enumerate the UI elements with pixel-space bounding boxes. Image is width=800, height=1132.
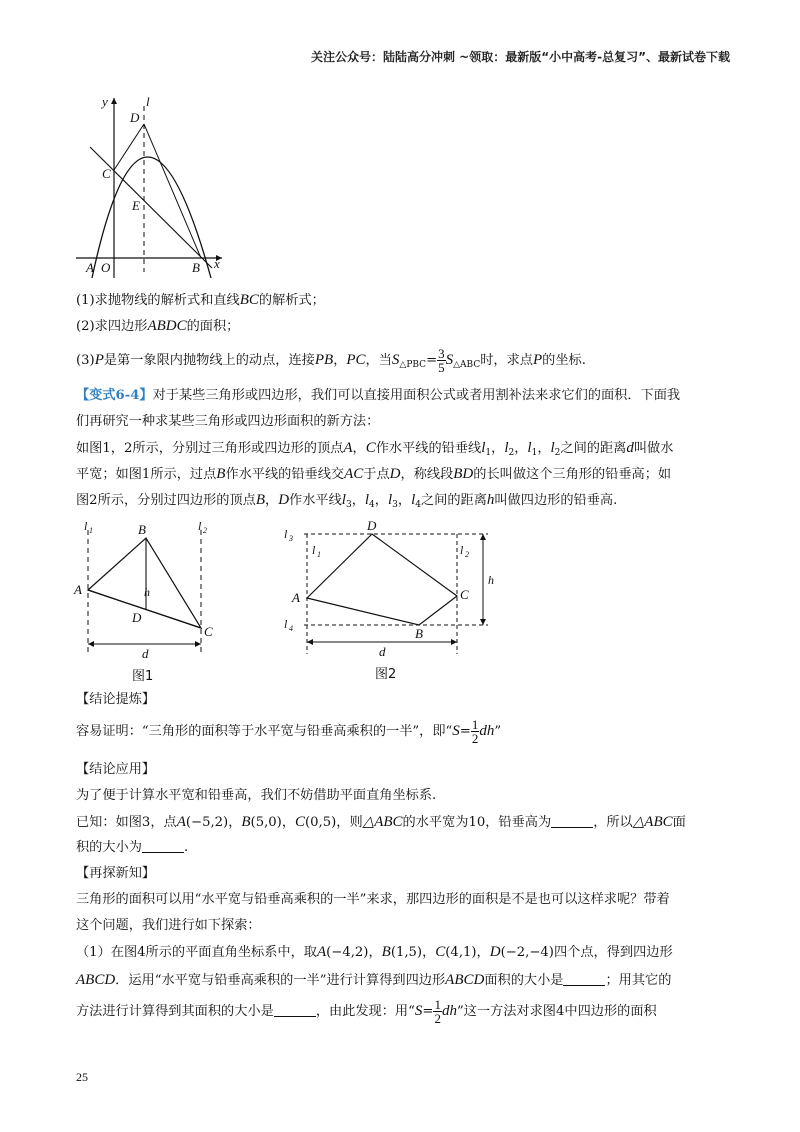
- page-header: 关注公众号：陆陆高分冲刺 ~领取：最新版“小中高考-总复习”、最新试卷下载: [311, 50, 730, 64]
- question-3: (3)P是第一象限内抛物线上的动点，连接PB，PC，当$S_{\triangle PBC}=$ $\frac{3}{5}$ $S_{\triangle ABC}$时，求点P的坐标.: [76, 346, 586, 375]
- variant-line-3: 如图1，2所示，分别过三角形或四边形的顶点A，C作水平线的铅垂线$l_1$，$l_2$，$l_1$，$l_2$之间的距离d叫做水: [76, 440, 674, 458]
- label-C: C: [102, 166, 111, 181]
- variant-line-5: 图2所示，分别过四边形的顶点B，D作水平线$l_3$，$l_4$，$l_3$，$l_4$之间的距离h叫做四边形的铅垂高.: [76, 492, 618, 510]
- figure-1: [70, 518, 230, 683]
- question-1: (1)求抛物线的解析式和直线BC的解析式；: [76, 292, 325, 308]
- label-A: A: [74, 582, 82, 597]
- label-E: E: [132, 198, 140, 213]
- label-O: O: [101, 260, 111, 275]
- answer-blank-quad-area[interactable]: [563, 985, 605, 986]
- explore-line-1: 三角形的面积可以用“水平宽与铅垂高乘积的一半”来求，那四边形的面积是不是也可以这样求呢？带着: [76, 892, 670, 907]
- svg-text:l: l: [460, 543, 464, 557]
- answer-blank-height[interactable]: [551, 827, 593, 828]
- svg-text:l: l: [84, 519, 88, 533]
- svg-text:4: 4: [289, 624, 293, 633]
- label-h: h: [488, 573, 494, 587]
- figure-2: [278, 516, 508, 684]
- parabola-figure: [72, 92, 232, 282]
- variant-line-1: 【变式6-4】对于某些三角形或四边形，我们可以直接用面积公式或者用割补法来求它们的面积．下面我: [76, 388, 681, 403]
- label-A: A: [86, 260, 94, 275]
- label-C: C: [460, 587, 469, 602]
- triangle-abc: [88, 538, 201, 628]
- explore-line-3: （1）在图4所示的平面直角坐标系中，取A(−4,2)，B(1,5)，C(4,1)，D(−2,−4)四个点，得到四边形: [76, 944, 673, 960]
- segment-db: [144, 124, 201, 258]
- svg-text:l: l: [284, 527, 288, 541]
- conclusion-title: 【结论提炼】: [76, 692, 156, 707]
- svg-text:l: l: [284, 617, 288, 631]
- figure-2-caption: 图2: [375, 667, 397, 682]
- label-A: A: [292, 590, 300, 605]
- segment-cd: [114, 124, 144, 170]
- label-D: D: [132, 610, 142, 625]
- variant-line-2: 们再研究一种求某些三角形或四边形面积的新方法：: [76, 414, 380, 429]
- explore-line-2: 这个问题，我们进行如下探索：: [76, 918, 261, 933]
- question-2: (2)求四边形ABDC的面积；: [76, 318, 240, 334]
- label-d: d: [379, 644, 386, 659]
- label-D: D: [367, 518, 377, 533]
- conclusion-text: 容易证明：“三角形的面积等于水平宽与铅垂高乘积的一半”，即“S= $\frac{1}{2}$ dh”: [76, 717, 502, 746]
- application-line-1: 为了便于计算水平宽和铅垂高，我们不妨借助平面直角坐标系.: [76, 788, 437, 803]
- svg-text:1: 1: [317, 550, 321, 559]
- label-h: h: [144, 585, 150, 599]
- svg-text:l: l: [198, 519, 202, 533]
- label-x: x: [214, 256, 220, 271]
- svg-text:3: 3: [289, 534, 293, 543]
- variant-tag: 【变式6-4】: [76, 388, 153, 403]
- svg-text:2: 2: [465, 550, 469, 559]
- label-l: l: [146, 94, 150, 109]
- figure-1-caption: 图1: [132, 669, 154, 683]
- answer-blank-area[interactable]: [142, 852, 184, 853]
- label-y: y: [102, 94, 108, 109]
- explore-line-5: 方法进行计算得到其面积的大小是 ，由此发现：用“S= $\frac{1}{2}$ dh”这一方法对求图4中四边形的面积: [76, 997, 657, 1026]
- label-d: d: [142, 646, 149, 661]
- explore-title: 【再探新知】: [76, 866, 156, 881]
- application-line-2: 已知：如图3，点A(−5,2)，B(5,0)，C(0,5)，则△ABC的水平宽为10，铅垂高为 ，所以△ABC面: [76, 814, 686, 830]
- application-title: 【结论应用】: [76, 762, 156, 777]
- quadrilateral-abcd: [307, 534, 457, 625]
- label-C: C: [204, 624, 213, 639]
- svg-text:1: 1: [89, 526, 93, 535]
- label-B: B: [415, 626, 423, 641]
- svg-text:l: l: [312, 543, 316, 557]
- svg-text:2: 2: [203, 526, 207, 535]
- application-line-3: 积的大小为 .: [76, 840, 189, 855]
- page-number: 25: [76, 1070, 88, 1084]
- variant-line-4: 平宽；如图1所示，过点B作水平线的铅垂线交AC于点D，称线段BD的长叫做这个三角形的铅垂高；如: [76, 466, 672, 482]
- explore-line-4: ABCD．运用“水平宽与铅垂高乘积的一半”进行计算得到四边形ABCD面积的大小是 ；用其它的: [76, 972, 672, 988]
- answer-blank-other-area[interactable]: [274, 1016, 316, 1017]
- label-B: B: [138, 522, 146, 537]
- label-D: D: [130, 110, 140, 125]
- label-B: B: [192, 260, 200, 275]
